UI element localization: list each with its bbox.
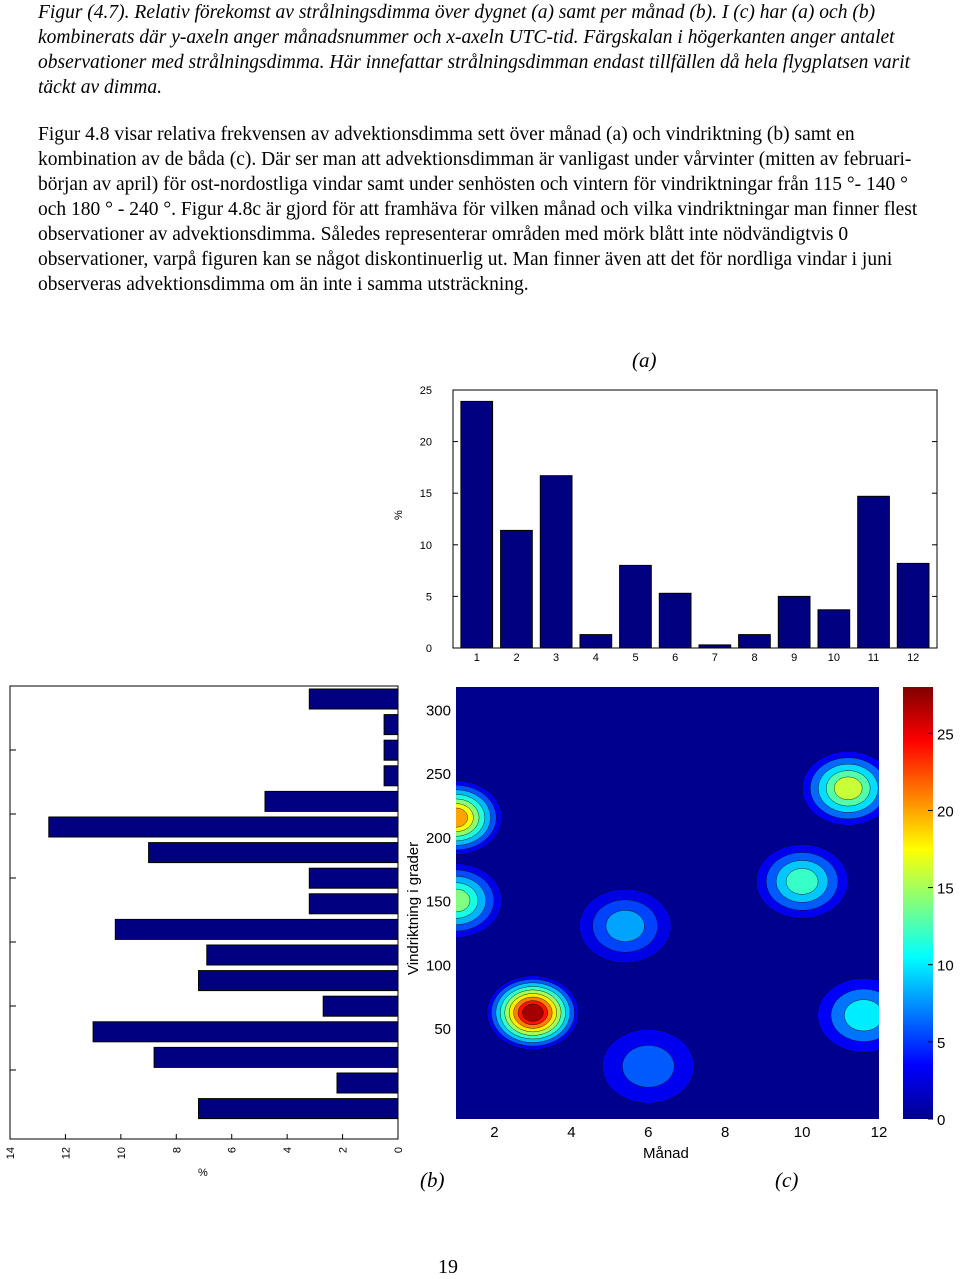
bar-b-10	[207, 945, 398, 965]
bar-b-13	[93, 1022, 398, 1042]
colorbar	[903, 687, 933, 1119]
tick-c-y-250: 250	[425, 766, 451, 783]
bar-b-4	[265, 791, 398, 811]
tick-a-x-11: 11	[867, 652, 880, 664]
bar-a-6	[659, 593, 691, 648]
bar-b-14	[154, 1047, 398, 1067]
contour-7-2	[622, 1045, 674, 1087]
tick-a-y-0: 0	[425, 643, 432, 655]
tick-cb-20: 20	[937, 803, 954, 821]
tick-b-x-8: 8	[171, 1147, 184, 1154]
tick-a-y-5: 5	[425, 591, 432, 604]
tick-b-x-6: 6	[226, 1147, 239, 1154]
bar-b-9	[115, 919, 398, 939]
bar-b-7	[309, 868, 398, 888]
tick-b-x-10: 10	[115, 1147, 128, 1160]
tick-b-x-4: 4	[282, 1147, 295, 1154]
tick-a-y-25: 25	[419, 385, 432, 397]
bar-a-11	[858, 496, 890, 648]
bar-a-4	[580, 635, 612, 648]
tick-b-x-14: 14	[5, 1147, 17, 1160]
bar-b-5	[49, 817, 398, 837]
tick-cb-10: 10	[937, 957, 954, 975]
tick-c-y-50: 50	[434, 1021, 451, 1038]
tick-a-x-4: 4	[592, 652, 599, 664]
bar-b-12	[323, 996, 398, 1016]
page-number: 19	[438, 1256, 458, 1278]
chart-c-xlabel: Månad	[643, 1145, 689, 1162]
chart-a-ylabel: %	[393, 510, 405, 520]
contour-5-3	[844, 1000, 883, 1031]
bar-b-1	[384, 715, 398, 735]
tick-a-x-8: 8	[751, 652, 758, 664]
contour-0-7	[444, 808, 467, 827]
tick-c-y-100: 100	[425, 957, 451, 975]
tick-c-x-4: 4	[567, 1124, 576, 1141]
tick-b-x-12: 12	[60, 1147, 73, 1160]
contour-3-5	[834, 777, 862, 800]
tick-a-x-5: 5	[632, 652, 639, 664]
label-c: (c)	[775, 1168, 799, 1192]
bar-a-2	[501, 530, 533, 648]
bar-a-1	[461, 401, 493, 648]
tick-a-x-3: 3	[553, 652, 560, 664]
tick-c-y-200: 200	[425, 829, 451, 847]
tick-a-x-6: 6	[672, 652, 679, 664]
bar-a-8	[739, 635, 771, 648]
bar-a-5	[620, 565, 652, 648]
bar-b-15	[337, 1073, 398, 1093]
bar-a-10	[818, 610, 850, 648]
tick-b-x-2: 2	[337, 1147, 350, 1154]
bar-a-3	[540, 476, 572, 648]
tick-c-x-2: 2	[490, 1124, 499, 1141]
contour-6-3	[606, 910, 645, 941]
tick-a-y-20: 20	[419, 436, 432, 449]
contour-4-4	[786, 868, 818, 894]
tick-a-y-10: 10	[419, 539, 432, 552]
tick-c-y-150: 150	[425, 893, 451, 911]
bar-b-0	[309, 689, 398, 709]
label-b: (b)	[420, 1168, 445, 1192]
tick-cb-5: 5	[937, 1034, 946, 1052]
tick-cb-0: 0	[937, 1112, 946, 1129]
tick-c-x-10: 10	[793, 1124, 811, 1141]
tick-a-x-9: 9	[791, 652, 798, 664]
bar-a-12	[897, 563, 929, 648]
tick-cb-25: 25	[937, 726, 954, 744]
tick-a-x-12: 12	[907, 652, 920, 664]
tick-cb-15: 15	[937, 880, 954, 898]
bar-b-3	[384, 766, 398, 786]
tick-c-x-8: 8	[721, 1124, 730, 1141]
tick-a-x-7: 7	[711, 652, 718, 664]
tick-a-x-1: 1	[473, 652, 480, 664]
tick-a-x-10: 10	[827, 652, 841, 664]
chart-b-direction-bars	[5, 686, 405, 1179]
chart-b-xlabel: %	[198, 1167, 208, 1179]
tick-b-x-0: 0	[393, 1147, 405, 1154]
tick-a-x-2: 2	[513, 652, 520, 664]
chart-c-ylabel: Vindriktning i grader	[405, 841, 422, 975]
bar-a-9	[778, 596, 810, 648]
bar-b-16	[199, 1099, 399, 1119]
chart-a-monthly-bars	[393, 385, 937, 664]
tick-c-y-300: 300	[425, 702, 451, 720]
contour-1-9	[523, 1004, 544, 1021]
bar-a-7	[699, 645, 731, 648]
label-a: (a)	[632, 348, 657, 372]
figure-caption: Figur (4.7). Relativ förekomst av strålningsdimma över dygnet (a) samt per månad (b). I (c) har (a) och (b) kombinerats där y-axeln anger månadsnummer och x-axeln UTC-tid. Färgskalan i högerkanten anger antalet observationer med strålningsdimma. Här innefattar strålningsdimman endast tillfällen då hela flygplatsen varit täckt av dimma.	[38, 2, 911, 98]
bar-b-8	[309, 894, 398, 914]
chart-c-contour	[405, 687, 954, 1162]
tick-c-x-6: 6	[644, 1124, 653, 1141]
bar-b-11	[199, 971, 399, 991]
tick-a-y-15: 15	[419, 488, 432, 501]
tick-c-x-12: 12	[870, 1124, 888, 1141]
body-paragraph: Figur 4.8 visar relativa frekvensen av advektionsdimma sett över månad (a) och vindriktning (b) samt en kombination av de båda (c). Där ser man att advektionsdimman är vanligast under vårvinter (mitten av februari- början av april) för ost-nordostliga vindar samt under senhösten och vintern för vindriktningar från 115 °- 140 ° och 180 ° - 240 °. Figur 4.8c är gjord för att framhäva för vilken månad och vilka vindriktningar man finner flest observationer av advektionsdimma. Således representerar områden med mörk blått inte nödvändigtvis 0 observationer, varpå figuren kan se något diskontinuerlig ut. Man finner även att det för nordliga vindar i juni observeras advektionsdimma om än inte i samma utsträckning.	[38, 124, 918, 295]
bar-b-6	[149, 843, 398, 863]
bar-b-2	[384, 740, 398, 760]
